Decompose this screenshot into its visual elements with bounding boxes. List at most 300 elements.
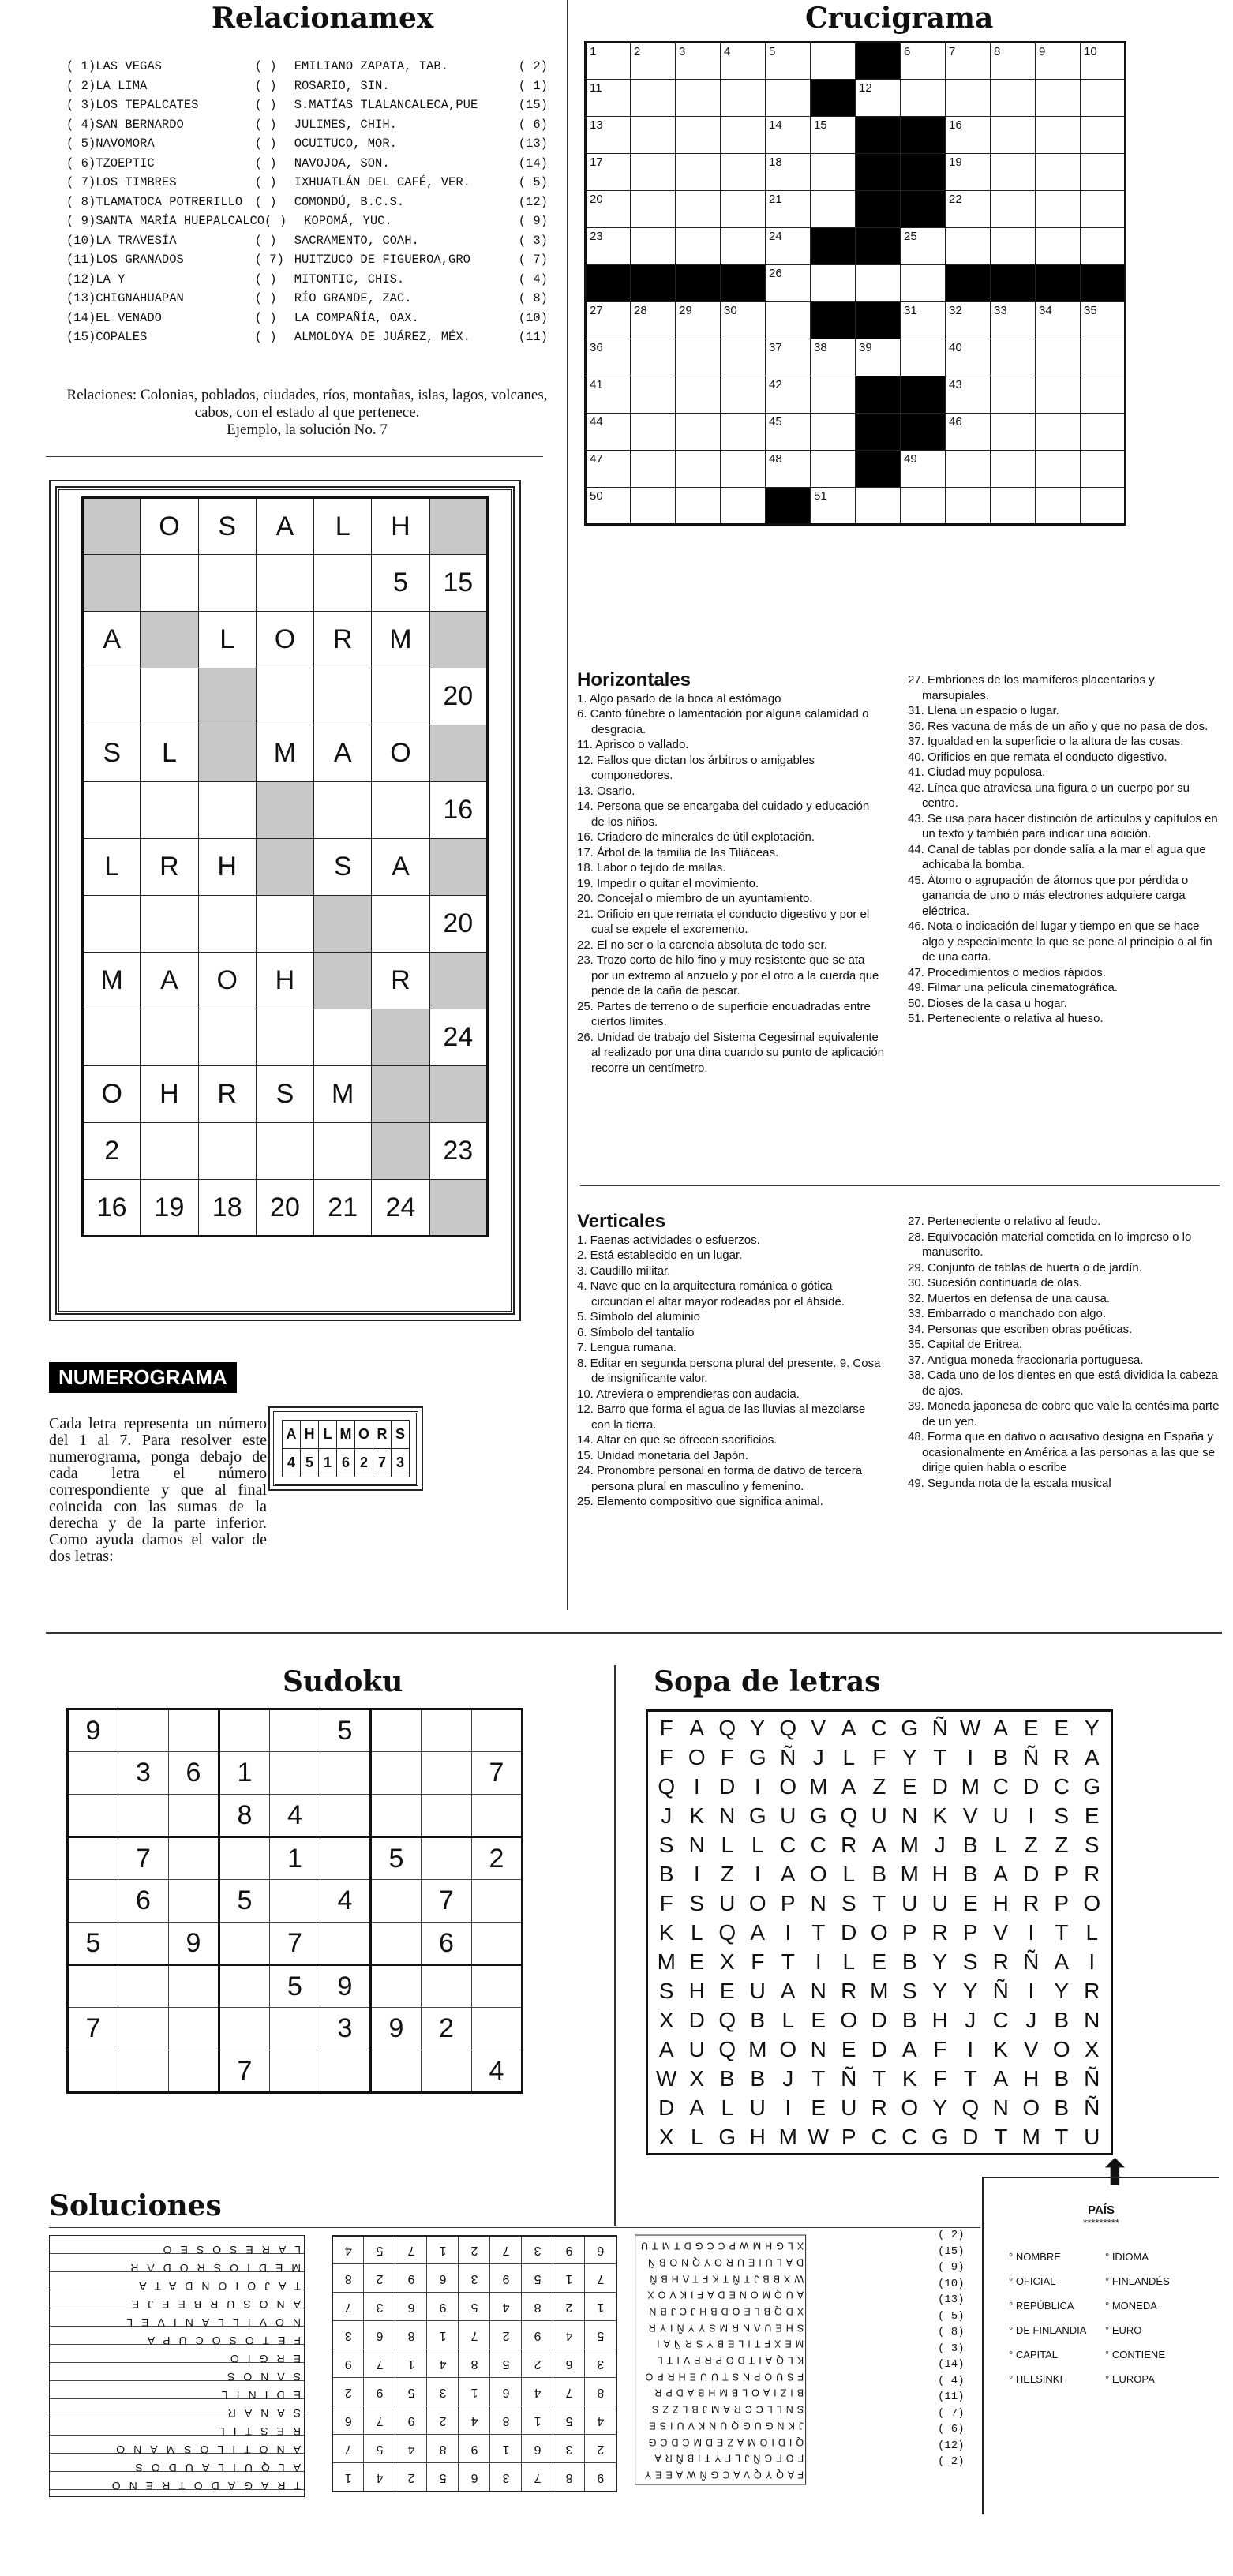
sopa-letter[interactable]: L [1085, 1920, 1099, 1945]
sudoku-cell[interactable] [219, 1923, 270, 1965]
crossword-cell[interactable] [631, 80, 676, 117]
crossword-cell[interactable] [901, 451, 946, 488]
sopa-letter[interactable]: L [721, 1833, 734, 1857]
sopa-letter[interactable]: N [810, 1979, 826, 2003]
crossword-cell[interactable] [1036, 376, 1081, 414]
sopa-letter[interactable]: Ñ [931, 1716, 948, 1740]
sopa-letter[interactable]: L [721, 2095, 734, 2120]
numerograma-cell[interactable] [429, 953, 487, 1009]
sopa-letter[interactable]: R [1023, 1891, 1040, 1915]
sudoku-cell[interactable] [422, 1709, 472, 1752]
sopa-letter[interactable]: I [815, 1949, 822, 1974]
crossword-cell[interactable] [991, 154, 1036, 191]
relacionamex-answer-slot[interactable]: ( ) [254, 194, 277, 209]
crossword-cell[interactable] [901, 228, 946, 265]
crossword-cell[interactable] [631, 154, 676, 191]
sopa-letter[interactable]: M [809, 1774, 828, 1799]
sopa-letter[interactable]: C [871, 2125, 887, 2149]
sopa-letter[interactable]: C [1053, 1774, 1070, 1799]
crossword-cell[interactable] [946, 117, 991, 154]
numerograma-cell[interactable]: R [314, 612, 372, 668]
sopa-letter[interactable]: M [961, 1774, 980, 1799]
sudoku-cell[interactable] [169, 2008, 219, 2050]
sudoku-cell[interactable] [320, 2050, 371, 2093]
sopa-letter[interactable]: H [931, 1862, 948, 1886]
sopa-letter[interactable]: U [841, 2095, 857, 2120]
crossword-cell[interactable] [676, 191, 721, 228]
crossword-cell[interactable] [811, 376, 856, 414]
numerograma-cell[interactable] [198, 896, 256, 953]
sopa-letter[interactable]: E [871, 1949, 887, 1974]
sopa-letter[interactable]: C [810, 1833, 826, 1857]
relacionamex-answer-slot[interactable]: ( ) [254, 78, 277, 93]
sopa-letter[interactable]: R [1084, 1862, 1100, 1886]
crossword-cell[interactable] [991, 339, 1036, 376]
sopa-letter[interactable]: O [779, 2037, 797, 2061]
sopa-letter[interactable]: B [993, 1745, 1009, 1769]
sudoku-cell[interactable] [472, 1709, 523, 1752]
numerograma-cell[interactable]: R [141, 839, 198, 896]
crossword-cell[interactable] [586, 451, 631, 488]
sopa-letter[interactable]: A [780, 1862, 796, 1886]
crossword-cell[interactable] [1081, 80, 1126, 117]
sopa-letter[interactable]: F [933, 2066, 947, 2091]
numerograma-cell[interactable] [429, 498, 487, 555]
sudoku-cell[interactable]: 5 [371, 1837, 422, 1880]
sopa-letter[interactable]: X [658, 2125, 674, 2149]
sudoku-cell[interactable] [68, 1837, 118, 1880]
sopa-letter[interactable]: Ñ [780, 1745, 796, 1769]
sopa-letter[interactable]: Z [1024, 1833, 1038, 1857]
sopa-letter[interactable]: U [749, 1979, 766, 2003]
sopa-letter[interactable]: A [871, 1833, 887, 1857]
sopa-letter[interactable]: C [992, 1774, 1009, 1799]
numerograma-cell[interactable]: 24 [372, 1180, 429, 1237]
crossword-cell[interactable] [1081, 302, 1126, 339]
sopa-letter[interactable]: I [785, 2095, 792, 2120]
sopa-letter[interactable]: I [693, 1774, 700, 1799]
crossword-cell[interactable] [1081, 191, 1126, 228]
sopa-letter[interactable]: O [1083, 1891, 1101, 1915]
sudoku-cell[interactable]: 7 [472, 1752, 523, 1795]
sopa-letter[interactable]: M [748, 2037, 767, 2061]
crossword-cell[interactable] [721, 117, 766, 154]
crossword-cell[interactable] [991, 117, 1036, 154]
numerograma-cell[interactable]: 20 [429, 896, 487, 953]
numerograma-cell[interactable] [429, 725, 487, 782]
sudoku-cell[interactable]: 5 [68, 1923, 118, 1965]
sopa-letter[interactable]: T [811, 2066, 826, 2091]
numerograma-cell[interactable] [198, 1009, 256, 1066]
crossword-cell[interactable] [721, 154, 766, 191]
sudoku-cell[interactable]: 5 [219, 1880, 270, 1923]
sopa-letter[interactable]: S [962, 1949, 978, 1974]
numerograma-cell[interactable]: H [372, 498, 429, 555]
sopa-letter[interactable]: I [754, 1774, 761, 1799]
sopa-letter[interactable]: L [842, 1862, 856, 1886]
numerograma-cell[interactable]: 16 [83, 1180, 141, 1237]
sopa-letter[interactable]: O [779, 1774, 797, 1799]
sudoku-cell[interactable] [371, 1709, 422, 1752]
sopa-letter[interactable]: I [693, 1862, 700, 1886]
sopa-letter[interactable]: G [748, 1745, 766, 1769]
sudoku-cell[interactable] [422, 2050, 472, 2093]
sopa-letter[interactable]: X [658, 2008, 674, 2032]
sopa-letter[interactable]: R [841, 1833, 857, 1857]
crossword-cell[interactable] [1036, 228, 1081, 265]
sopa-letter[interactable]: Ñ [1084, 2066, 1100, 2091]
numerograma-cell[interactable] [372, 1009, 429, 1066]
crossword-cell[interactable] [946, 376, 991, 414]
sudoku-cell[interactable]: 4 [270, 1795, 320, 1837]
numerograma-cell[interactable] [429, 1180, 487, 1237]
sudoku-cell[interactable] [472, 1965, 523, 2008]
sudoku-cell[interactable]: 3 [118, 1752, 169, 1795]
sopa-letter[interactable]: L [690, 1920, 703, 1945]
sopa-letter[interactable]: B [901, 2008, 917, 2032]
crossword-cell[interactable] [1036, 117, 1081, 154]
numerograma-cell[interactable] [256, 896, 313, 953]
sopa-letter[interactable]: G [1083, 1774, 1101, 1799]
sudoku-cell[interactable] [118, 1709, 169, 1752]
sudoku-cell[interactable] [320, 1837, 371, 1880]
crossword-cell[interactable] [721, 191, 766, 228]
sopa-letter[interactable]: H [1023, 2066, 1040, 2091]
numerograma-cell[interactable]: O [256, 612, 313, 668]
sopa-letter[interactable]: G [901, 1716, 919, 1740]
numerograma-cell[interactable]: A [141, 953, 198, 1009]
crossword-cell[interactable] [766, 117, 811, 154]
numerograma-cell[interactable] [256, 1009, 313, 1066]
sopa-letter[interactable]: D [871, 2008, 887, 2032]
sopa-letter[interactable]: I [754, 1862, 761, 1886]
numerograma-cell[interactable]: 16 [429, 782, 487, 839]
sopa-letter[interactable]: D [658, 2095, 675, 2120]
sopa-letter[interactable]: P [780, 1891, 796, 1915]
sopa-letter[interactable]: G [931, 2125, 949, 2149]
sopa-letter[interactable]: P [1054, 1891, 1070, 1915]
sudoku-cell[interactable] [371, 1752, 422, 1795]
crossword-cell[interactable] [631, 117, 676, 154]
sudoku-cell[interactable]: 7 [219, 2050, 270, 2093]
numerograma-cell[interactable] [372, 1123, 429, 1180]
crossword-cell[interactable] [1081, 43, 1126, 80]
sopa-letter[interactable]: Y [750, 1716, 766, 1740]
numerograma-cell[interactable] [141, 896, 198, 953]
crossword-cell[interactable] [721, 228, 766, 265]
sopa-letter[interactable]: Y [1084, 1716, 1100, 1740]
sopa-letter[interactable]: S [658, 1833, 674, 1857]
sudoku-cell[interactable] [118, 2050, 169, 2093]
crossword-cell[interactable] [1036, 488, 1081, 525]
sopa-letter[interactable]: F [720, 1745, 734, 1769]
crossword-cell[interactable] [946, 228, 991, 265]
sudoku-cell[interactable] [270, 2050, 320, 2093]
sopa-letter[interactable]: D [931, 1774, 948, 1799]
sopa-letter[interactable]: U [719, 1891, 736, 1915]
numerograma-cell[interactable]: O [141, 498, 198, 555]
sopa-letter[interactable]: T [872, 2066, 886, 2091]
sopa-letter[interactable]: B [962, 1862, 978, 1886]
numerograma-cell[interactable] [141, 1123, 198, 1180]
sudoku-cell[interactable] [371, 1880, 422, 1923]
crossword-cell[interactable] [991, 302, 1036, 339]
sopa-letter[interactable]: I [967, 2037, 974, 2061]
crossword-cell[interactable] [856, 80, 901, 117]
relacionamex-answer-slot[interactable]: ( 7) [254, 253, 284, 267]
sopa-letter[interactable]: H [749, 2125, 766, 2149]
numerograma-cell[interactable] [429, 612, 487, 668]
sopa-letter[interactable]: N [901, 1803, 918, 1828]
sopa-letter[interactable]: B [962, 1833, 978, 1857]
sopa-letter[interactable]: W [656, 2066, 677, 2091]
sopa-letter[interactable]: Z [872, 1774, 886, 1799]
sudoku-cell[interactable]: 9 [371, 2008, 422, 2050]
sopa-letter[interactable]: T [1055, 2125, 1069, 2149]
crossword-cell[interactable] [676, 80, 721, 117]
sudoku-cell[interactable] [270, 1752, 320, 1795]
sudoku-cell[interactable]: 7 [118, 1837, 169, 1880]
sopa-letter[interactable]: D [1023, 1774, 1040, 1799]
sopa-letter[interactable]: R [931, 1920, 948, 1945]
sopa-letter[interactable]: P [962, 1920, 978, 1945]
sopa-letter[interactable]: A [689, 1716, 705, 1740]
sopa-letter[interactable]: H [931, 2008, 948, 2032]
numerograma-cell[interactable]: L [198, 612, 256, 668]
numerograma-cell[interactable]: H [256, 953, 313, 1009]
sopa-letter[interactable]: T [781, 1949, 795, 1974]
sopa-letter[interactable]: N [810, 2037, 826, 2061]
sopa-letter[interactable]: E [841, 2037, 856, 2061]
crossword-cell[interactable] [766, 43, 811, 80]
crossword-cell[interactable] [1036, 339, 1081, 376]
numerograma-cell[interactable] [83, 668, 141, 725]
crossword-cell[interactable] [811, 154, 856, 191]
sopa-letter[interactable]: S [689, 1891, 705, 1915]
sopa-letter[interactable]: A [993, 2066, 1009, 2091]
crossword-cell[interactable] [1081, 228, 1126, 265]
numerograma-cell[interactable]: H [198, 839, 256, 896]
sopa-letter[interactable]: N [992, 2095, 1009, 2120]
crossword-cell[interactable] [631, 451, 676, 488]
numerograma-cell[interactable] [83, 896, 141, 953]
sudoku-cell[interactable] [270, 1880, 320, 1923]
sudoku-cell[interactable]: 1 [270, 1837, 320, 1880]
crossword-cell[interactable] [586, 80, 631, 117]
sopa-letter[interactable]: E [1054, 1716, 1070, 1740]
sopa-letter[interactable]: Q [718, 1920, 736, 1945]
sopa-letter[interactable]: E [901, 1774, 917, 1799]
numerograma-cell[interactable] [372, 1066, 429, 1123]
sopa-letter[interactable]: E [689, 1949, 705, 1974]
numerograma-cell[interactable]: S [198, 498, 256, 555]
sopa-letter[interactable]: E [962, 1891, 978, 1915]
sopa-letter[interactable]: I [785, 1920, 792, 1945]
crossword-cell[interactable] [991, 376, 1036, 414]
sudoku-cell[interactable]: 5 [270, 1965, 320, 2008]
numerograma-cell[interactable] [314, 668, 372, 725]
sopa-letter[interactable]: S [841, 1891, 856, 1915]
sopa-letter[interactable]: U [871, 1803, 887, 1828]
crossword-cell[interactable] [946, 43, 991, 80]
numerograma-cell[interactable]: 15 [429, 555, 487, 612]
numerograma-cell[interactable] [141, 612, 198, 668]
sopa-letter[interactable]: D [719, 1774, 736, 1799]
sopa-letter[interactable]: U [901, 1891, 918, 1915]
sudoku-cell[interactable]: 1 [219, 1752, 270, 1795]
sopa-letter[interactable]: N [719, 1803, 736, 1828]
crossword-cell[interactable] [766, 414, 811, 451]
sopa-letter[interactable]: M [778, 2125, 797, 2149]
crossword-cell[interactable] [946, 488, 991, 525]
sopa-letter[interactable]: Y [932, 2095, 948, 2120]
crossword-cell[interactable] [946, 302, 991, 339]
crossword-cell[interactable] [946, 414, 991, 451]
sopa-letter[interactable]: T [994, 2125, 1008, 2149]
sopa-letter[interactable]: Q [779, 1716, 797, 1740]
sopa-letter[interactable]: E [1023, 1716, 1039, 1740]
numerograma-cell[interactable] [314, 1009, 372, 1066]
crossword-cell[interactable] [811, 451, 856, 488]
sudoku-cell[interactable]: 5 [320, 1709, 371, 1752]
crossword-cell[interactable] [676, 488, 721, 525]
sopa-letter[interactable]: O [901, 2095, 919, 2120]
crossword-cell[interactable] [1036, 302, 1081, 339]
sopa-letter[interactable]: Q [658, 1774, 676, 1799]
sopa-letter[interactable]: Ñ [841, 2066, 857, 2091]
crossword-cell[interactable] [901, 80, 946, 117]
crossword-cell[interactable] [721, 43, 766, 80]
sopa-letter[interactable]: T [933, 1745, 947, 1769]
crossword-cell[interactable] [856, 265, 901, 302]
sudoku-cell[interactable] [118, 1795, 169, 1837]
numerograma-cell[interactable] [429, 839, 487, 896]
crossword-cell[interactable] [1081, 451, 1126, 488]
sudoku-cell[interactable] [472, 1923, 523, 1965]
numerograma-cell[interactable] [198, 555, 256, 612]
sudoku-cell[interactable] [169, 1795, 219, 1837]
sopa-letter[interactable]: Q [961, 2095, 980, 2120]
sopa-letter[interactable]: B [658, 1862, 674, 1886]
numerograma-cell[interactable]: S [256, 1066, 313, 1123]
sopa-letter[interactable]: B [1054, 2095, 1070, 2120]
sopa-letter[interactable]: S [658, 1979, 674, 2003]
numerograma-cell[interactable]: S [83, 725, 141, 782]
sopa-letter[interactable]: B [901, 1949, 917, 1974]
sopa-letter[interactable]: Y [932, 1979, 948, 2003]
sopa-letter[interactable]: J [965, 2008, 976, 2032]
numerograma-cell[interactable] [141, 782, 198, 839]
sopa-letter[interactable]: D [962, 2125, 979, 2149]
crossword-cell[interactable] [991, 191, 1036, 228]
sudoku-cell[interactable] [472, 1880, 523, 1923]
numerograma-cell[interactable]: R [198, 1066, 256, 1123]
sudoku-cell[interactable] [68, 1752, 118, 1795]
crossword-cell[interactable] [1036, 451, 1081, 488]
sopa-letter[interactable]: B [1054, 2008, 1070, 2032]
sopa-letter[interactable]: G [718, 2125, 736, 2149]
sopa-letter[interactable]: J [812, 1745, 824, 1769]
sopa-letter[interactable]: L [781, 2008, 795, 2032]
sudoku-cell[interactable]: 7 [270, 1923, 320, 1965]
sopa-letter[interactable]: B [871, 1862, 887, 1886]
crossword-cell[interactable] [811, 191, 856, 228]
crossword-cell[interactable] [991, 43, 1036, 80]
sopa-letter[interactable]: R [841, 1979, 857, 2003]
crossword-cell[interactable] [901, 302, 946, 339]
relacionamex-answer-slot[interactable]: ( ) [254, 98, 277, 112]
sopa-letter[interactable]: F [659, 1716, 673, 1740]
crossword-cell[interactable] [946, 80, 991, 117]
sudoku-cell[interactable] [371, 2050, 422, 2093]
numerograma-cell[interactable] [314, 555, 372, 612]
sudoku-cell[interactable] [118, 1923, 169, 1965]
sopa-letter[interactable]: B [750, 2008, 766, 2032]
sopa-letter[interactable]: H [688, 1979, 705, 2003]
sopa-letter[interactable]: L [751, 1833, 764, 1857]
sopa-letter[interactable]: A [1054, 1949, 1070, 1974]
crossword-cell[interactable] [991, 451, 1036, 488]
numerograma-cell[interactable]: 20 [429, 668, 487, 725]
sopa-letter[interactable]: K [993, 2037, 1009, 2061]
sopa-letter[interactable]: A [993, 1862, 1009, 1886]
sopa-letter[interactable]: A [658, 2037, 674, 2061]
crossword-cell[interactable] [721, 488, 766, 525]
crossword-cell[interactable] [1036, 80, 1081, 117]
sudoku-cell[interactable]: 9 [68, 1709, 118, 1752]
sopa-letter[interactable]: O [1022, 2095, 1040, 2120]
crossword-cell[interactable] [856, 339, 901, 376]
crossword-cell[interactable] [631, 488, 676, 525]
sopa-letter[interactable]: O [748, 1891, 766, 1915]
numerograma-cell[interactable] [141, 668, 198, 725]
sopa-letter[interactable]: A [993, 1716, 1009, 1740]
numerograma-cell[interactable] [256, 555, 313, 612]
sopa-letter[interactable]: K [932, 1803, 948, 1828]
crossword-cell[interactable] [1036, 43, 1081, 80]
crossword-cell[interactable] [811, 339, 856, 376]
sopa-letter[interactable]: Y [932, 1949, 948, 1974]
sudoku-cell[interactable] [422, 1795, 472, 1837]
crossword-cell[interactable] [901, 43, 946, 80]
numerograma-cell[interactable] [83, 555, 141, 612]
crossword-cell[interactable] [676, 302, 721, 339]
relacionamex-answer-slot[interactable]: ( ) [254, 59, 277, 73]
sopa-letter[interactable]: C [901, 2125, 918, 2149]
sopa-letter[interactable]: M [870, 1979, 889, 2003]
sopa-letter[interactable]: V [811, 1716, 826, 1740]
crossword-cell[interactable] [586, 228, 631, 265]
sopa-letter[interactable]: M [900, 1833, 919, 1857]
relacionamex-answer-slot[interactable]: ( ) [254, 310, 277, 325]
sudoku-cell[interactable] [422, 1965, 472, 2008]
crossword-cell[interactable] [676, 339, 721, 376]
crossword-cell[interactable] [1081, 414, 1126, 451]
sopa-letter[interactable]: R [1053, 1745, 1070, 1769]
sopa-letter[interactable]: X [689, 2066, 705, 2091]
crossword-cell[interactable] [721, 339, 766, 376]
sopa-letter[interactable]: C [992, 2008, 1009, 2032]
numerograma-cell[interactable] [372, 668, 429, 725]
crossword-cell[interactable] [811, 43, 856, 80]
crossword-cell[interactable] [586, 191, 631, 228]
sopa-letter[interactable]: E [1084, 1803, 1100, 1828]
crossword-cell[interactable] [991, 228, 1036, 265]
sopa-letter[interactable]: W [808, 2125, 829, 2149]
numerograma-cell[interactable]: 18 [198, 1180, 256, 1237]
sudoku-cell[interactable] [68, 1880, 118, 1923]
crossword-cell[interactable] [766, 451, 811, 488]
